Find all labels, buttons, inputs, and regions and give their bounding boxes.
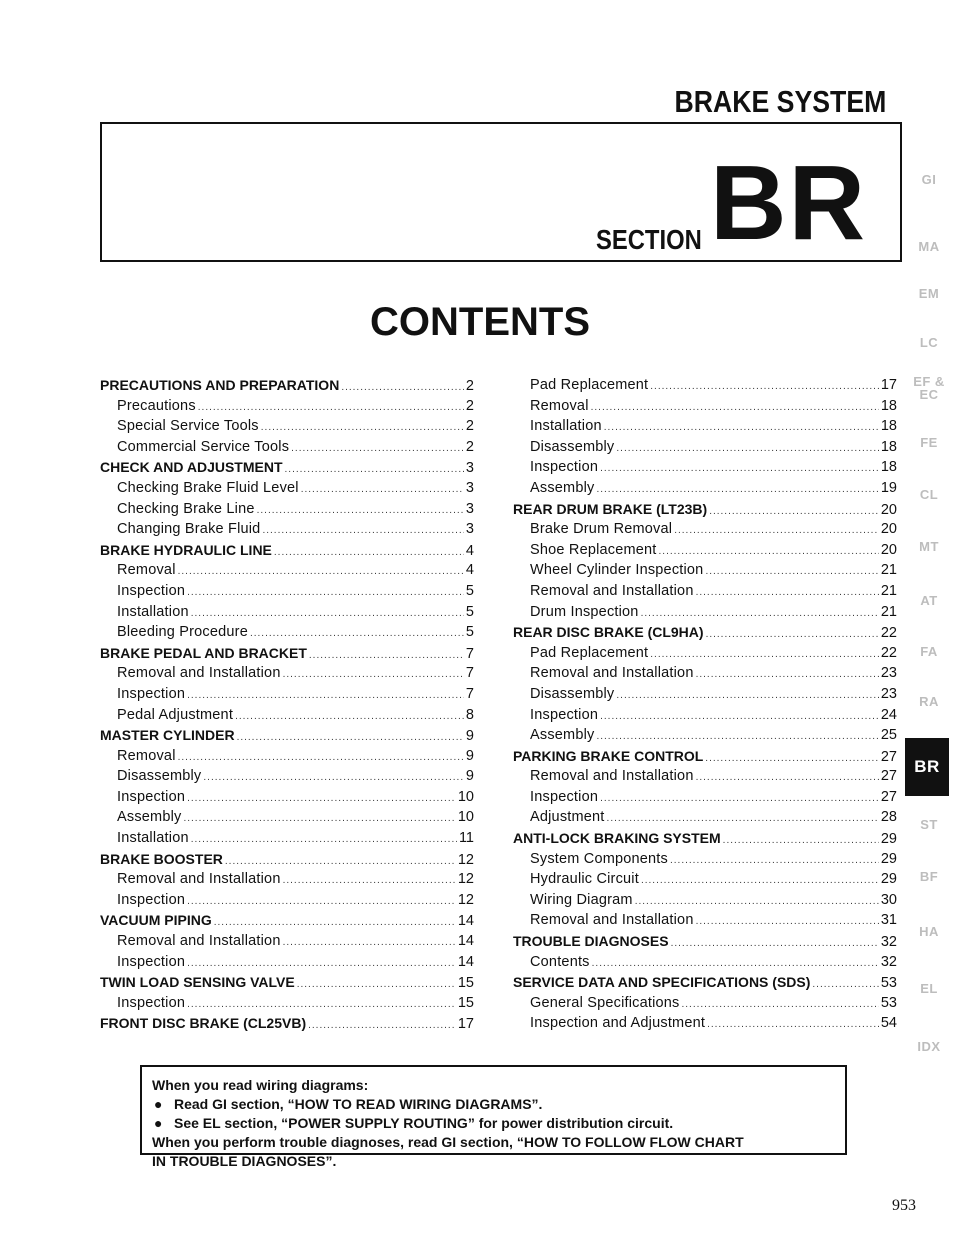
toc-entry-page: 19: [880, 479, 897, 496]
section-tab-el[interactable]: EL: [920, 981, 938, 996]
toc-entry-page: 3: [465, 479, 474, 496]
toc-entry[interactable]: [513, 974, 897, 995]
toc-leader-dots: [600, 463, 879, 474]
toc-entry[interactable]: [513, 686, 897, 707]
toc-entry-page: 27: [880, 768, 897, 785]
toc-entry[interactable]: [513, 583, 897, 604]
toc-entry-page: 9: [465, 768, 474, 785]
toc-leader-dots: [696, 587, 879, 598]
toc-entry-title: TROUBLE DIAGNOSES: [513, 933, 669, 950]
toc-entry-title: Inspection: [117, 582, 186, 599]
toc-entry[interactable]: [100, 707, 474, 728]
section-tab-gi[interactable]: GI: [921, 172, 937, 187]
toc-leader-dots: [191, 608, 464, 619]
toc-entry[interactable]: [513, 789, 897, 810]
toc-leader-dots: [616, 443, 878, 454]
section-tab-em[interactable]: EM: [918, 286, 940, 301]
toc-entry[interactable]: [100, 542, 474, 563]
toc-entry[interactable]: [100, 768, 474, 789]
toc-entry-page: 5: [465, 624, 474, 641]
toc-entry[interactable]: [513, 954, 897, 975]
section-tab-mt[interactable]: MT: [919, 539, 939, 554]
toc-entry-page: 54: [880, 1015, 897, 1032]
toc-entry[interactable]: [100, 871, 474, 892]
toc-entry-title: Removal and Installation: [117, 933, 281, 950]
toc-entry-page: 14: [457, 953, 474, 970]
toc-leader-dots: [607, 813, 879, 824]
toc-leader-dots: [596, 484, 878, 495]
toc-entry[interactable]: [513, 521, 897, 542]
toc-entry[interactable]: [100, 665, 474, 686]
toc-leader-dots: [696, 669, 879, 680]
toc-entry[interactable]: [513, 912, 897, 933]
toc-leader-dots: [187, 690, 464, 701]
toc-entry[interactable]: [100, 480, 474, 501]
toc-leader-dots: [191, 834, 457, 845]
toc-entry-title: Changing Brake Fluid: [117, 521, 261, 538]
toc-entry-title: Removal: [117, 747, 176, 764]
toc-entry[interactable]: [513, 562, 897, 583]
note-bullet-item: [152, 1114, 835, 1133]
toc-entry-title: FRONT DISC BRAKE (CL25VB): [100, 1015, 307, 1032]
toc-leader-dots: [261, 422, 464, 433]
toc-entry-title: Contents: [530, 953, 590, 970]
toc-entry-page: 21: [880, 603, 897, 620]
toc-leader-dots: [681, 999, 878, 1010]
toc-entry[interactable]: [100, 583, 474, 604]
note-text: When you perform trouble diagnoses, read GI section, “HOW TO FOLLOW FLOW CHART: [152, 1134, 744, 1150]
section-label: SECTION: [596, 224, 702, 255]
toc-entry-page: 15: [457, 975, 474, 992]
toc-entry-title: MASTER CYLINDER: [100, 727, 235, 744]
toc-entry-title: Wheel Cylinder Inspection: [530, 562, 704, 579]
toc-leader-dots: [341, 382, 464, 393]
toc-entry-page: 22: [880, 625, 897, 642]
toc-leader-dots: [283, 937, 456, 948]
note-bullet-text: Read GI section, “HOW TO READ WIRING DIAGRAMS”.: [174, 1096, 543, 1112]
toc-entry-page: 11: [458, 830, 474, 847]
note-bullet-item: [152, 1095, 835, 1114]
toc-entry-page: 12: [457, 891, 474, 908]
toc-entry-page: 9: [465, 728, 474, 745]
toc-entry-page: 20: [880, 501, 897, 518]
toc-entry[interactable]: [513, 933, 897, 954]
toc-leader-dots: [187, 958, 456, 969]
toc-leader-dots: [696, 772, 879, 783]
bullet-icon: ●: [154, 1115, 163, 1131]
toc-entry-title: Removal: [117, 562, 176, 579]
toc-entry-page: 32: [880, 934, 897, 951]
toc-entry[interactable]: [100, 830, 474, 851]
toc-entry-page: 3: [465, 521, 474, 538]
note-bullet-text: See EL section, “POWER SUPPLY ROUTING” for power distribution circuit.: [174, 1115, 674, 1131]
toc-entry-title: Pad Replacement: [530, 377, 649, 393]
toc-entry-title: Removal and Installation: [530, 912, 694, 929]
toc-entry-page: 18: [880, 459, 897, 476]
toc-entry[interactable]: [513, 645, 897, 666]
toc-leader-dots: [285, 464, 464, 475]
toc-entry-title: Inspection: [117, 994, 186, 1011]
toc-entry-title: Disassembly: [530, 685, 615, 702]
toc-entry-title: ANTI-LOCK BRAKING SYSTEM: [513, 830, 721, 847]
toc-entry[interactable]: [100, 851, 474, 872]
section-tab-bf[interactable]: BF: [919, 869, 939, 884]
toc-entry-title: Installation: [117, 603, 189, 620]
document-title: BRAKE SYSTEM: [674, 84, 886, 119]
toc-entry[interactable]: [100, 562, 474, 583]
toc-leader-dots: [723, 835, 879, 846]
toc-entry-page: 2: [465, 418, 474, 435]
toc-entry-page: 10: [457, 788, 474, 805]
toc-entry[interactable]: [513, 809, 897, 830]
toc-leader-dots: [309, 650, 464, 661]
toc-entry[interactable]: [100, 748, 474, 769]
toc-entry-page: 2: [465, 438, 474, 455]
toc-entry-page: 3: [465, 500, 474, 517]
toc-entry-title: Drum Inspection: [530, 603, 639, 620]
toc-leader-dots: [659, 546, 879, 557]
toc-entry-title: CHECK AND ADJUSTMENT: [100, 459, 283, 476]
section-tab-ra[interactable]: RA: [919, 694, 939, 709]
toc-entry-page: 18: [880, 438, 897, 455]
toc-entry[interactable]: [513, 995, 897, 1016]
toc-entry-page: 23: [880, 665, 897, 682]
toc-leader-dots: [225, 856, 456, 867]
toc-entry-title: Installation: [117, 830, 189, 847]
toc-entry-page: 4: [465, 562, 474, 579]
toc-entry[interactable]: [100, 892, 474, 913]
toc-leader-dots: [616, 690, 878, 701]
toc-entry-page: 32: [880, 953, 897, 970]
section-tab-cl[interactable]: CL: [919, 487, 939, 502]
contents-heading: CONTENTS: [370, 300, 590, 344]
toc-entry[interactable]: [100, 398, 474, 419]
toc-entry-page: 17: [880, 377, 897, 393]
toc-entry[interactable]: [100, 933, 474, 954]
toc-entry-page: 12: [457, 871, 474, 888]
toc-entry[interactable]: [100, 418, 474, 439]
toc-leader-dots: [671, 938, 879, 949]
toc-leader-dots: [706, 629, 879, 640]
toc-entry[interactable]: [100, 501, 474, 522]
toc-entry-page: 3: [465, 460, 474, 477]
toc-leader-dots: [705, 753, 879, 764]
toc-leader-dots: [650, 649, 879, 660]
toc-entry-page: 5: [465, 582, 474, 599]
toc-leader-dots: [283, 669, 464, 680]
toc-entry[interactable]: [100, 624, 474, 645]
toc-entry-page: 22: [880, 644, 897, 661]
toc-entry[interactable]: [513, 542, 897, 563]
toc-entry-page: 20: [880, 521, 897, 538]
toc-leader-dots: [650, 381, 879, 392]
toc-entry-title: REAR DRUM BRAKE (LT23B): [513, 500, 708, 517]
toc-entry-page: 53: [880, 975, 897, 992]
toc-entry[interactable]: [513, 871, 897, 892]
toc-entry[interactable]: [100, 377, 474, 398]
toc-entry-title: Removal and Installation: [117, 665, 281, 682]
toc-leader-dots: [308, 1020, 456, 1031]
toc-entry-title: TWIN LOAD SENSING VALVE: [100, 974, 295, 991]
toc-leader-dots: [283, 875, 456, 886]
toc-entry[interactable]: [100, 809, 474, 830]
toc-entry[interactable]: [513, 892, 897, 913]
toc-leader-dots: [183, 813, 455, 824]
toc-entry-title: Bleeding Procedure: [117, 624, 248, 641]
toc-entry-page: 18: [880, 397, 897, 414]
toc-entry-page: 14: [457, 913, 474, 930]
toc-entry-title: General Specifications: [530, 994, 680, 1011]
toc-entry[interactable]: [513, 707, 897, 728]
toc-entry-title: Checking Brake Line: [117, 500, 255, 517]
toc-leader-dots: [592, 958, 879, 969]
toc-entry-title: Inspection: [117, 685, 186, 702]
toc-entry-page: 23: [880, 685, 897, 702]
toc-entry-title: Pad Replacement: [530, 644, 649, 661]
toc-leader-dots: [187, 587, 464, 598]
toc-entry-title: Inspection: [117, 953, 186, 970]
toc-entry[interactable]: [100, 954, 474, 975]
toc-leader-dots: [250, 628, 464, 639]
toc-entry[interactable]: [513, 604, 897, 625]
toc-leader-dots: [187, 999, 456, 1010]
toc-entry-page: 4: [465, 542, 474, 559]
toc-entry[interactable]: [100, 459, 474, 480]
toc-leader-dots: [187, 896, 456, 907]
toc-entry-page: 7: [465, 665, 474, 682]
toc-entry-title: Brake Drum Removal: [530, 521, 673, 538]
toc-entry-page: 21: [880, 562, 897, 579]
section-tab-fa[interactable]: FA: [920, 644, 938, 659]
toc-entry-title: System Components: [530, 850, 668, 867]
toc-entry[interactable]: [100, 521, 474, 542]
toc-entry-title: Inspection: [117, 891, 186, 908]
toc-entry[interactable]: [100, 974, 474, 995]
toc-leader-dots: [297, 979, 456, 990]
toc-entry[interactable]: [100, 995, 474, 1016]
toc-entry[interactable]: [513, 748, 897, 769]
toc-entry-page: 2: [465, 378, 474, 394]
toc-entry[interactable]: [513, 830, 897, 851]
toc-entry[interactable]: [513, 624, 897, 645]
toc-entry-title: Checking Brake Fluid Level: [117, 479, 299, 496]
toc-leader-dots: [707, 1019, 879, 1030]
toc-entry-page: 29: [880, 871, 897, 888]
toc-entry-title: Inspection: [530, 706, 599, 723]
toc-entry-page: 27: [880, 748, 897, 765]
toc-entry-title: Precautions: [117, 397, 196, 414]
toc-entry-title: PRECAUTIONS AND PREPARATION: [100, 377, 340, 393]
toc-left-column: [100, 377, 474, 1036]
toc-entry-title: Adjustment: [530, 809, 605, 826]
toc-entry-title: PARKING BRAKE CONTROL: [513, 747, 704, 764]
toc-entry-title: BRAKE PEDAL AND BRACKET: [100, 644, 307, 661]
toc-entry-page: 9: [465, 747, 474, 764]
toc-entry-title: SERVICE DATA AND SPECIFICATIONS (SDS): [513, 974, 811, 991]
toc-entry[interactable]: [100, 604, 474, 625]
toc-entry-page: 30: [880, 891, 897, 908]
toc-entry-title: Removal and Installation: [530, 768, 694, 785]
toc-entry-page: 7: [465, 685, 474, 702]
toc-entry-title: Assembly: [530, 479, 595, 496]
section-code: BR: [710, 144, 868, 262]
toc-entry-title: Removal and Installation: [117, 871, 281, 888]
section-tab-at[interactable]: AT: [920, 593, 938, 608]
toc-entry-title: Removal and Installation: [530, 582, 694, 599]
section-tab-idx[interactable]: IDX: [917, 1039, 941, 1054]
bullet-icon: ●: [154, 1096, 163, 1112]
toc-entry-title: Shoe Replacement: [530, 541, 657, 558]
toc-leader-dots: [198, 402, 464, 413]
toc-entry-page: 27: [880, 788, 897, 805]
wiring-note-box: [140, 1065, 847, 1169]
toc-entry-page: 29: [880, 831, 897, 848]
toc-leader-dots: [237, 732, 464, 743]
toc-entry-title: BRAKE HYDRAULIC LINE: [100, 541, 272, 558]
toc-entry-title: Disassembly: [530, 438, 615, 455]
toc-leader-dots: [600, 711, 879, 722]
section-tab-ha[interactable]: HA: [919, 924, 939, 939]
toc-leader-dots: [635, 896, 879, 907]
toc-leader-dots: [596, 731, 878, 742]
toc-entry[interactable]: [513, 727, 897, 748]
toc-leader-dots: [274, 547, 464, 558]
toc-right-column: [513, 377, 897, 1036]
toc-leader-dots: [604, 422, 879, 433]
toc-entry[interactable]: [100, 645, 474, 666]
toc-entry-title: REAR DISC BRAKE (CL9HA): [513, 624, 704, 641]
section-tab-st[interactable]: ST: [920, 817, 938, 832]
toc-entry[interactable]: [100, 789, 474, 810]
toc-entry-title: Pedal Adjustment: [117, 706, 234, 723]
toc-entry[interactable]: [513, 665, 897, 686]
toc-leader-dots: [641, 875, 879, 886]
toc-entry-page: 18: [880, 418, 897, 435]
toc-leader-dots: [178, 752, 464, 763]
toc-entry-page: 24: [880, 706, 897, 723]
toc-entry-page: 5: [465, 603, 474, 620]
section-tab-br[interactable]: BR: [905, 738, 949, 796]
toc-leader-dots: [696, 916, 879, 927]
toc-leader-dots: [257, 505, 464, 516]
toc-entry-title: Inspection and Adjustment: [530, 1015, 706, 1032]
toc-entry[interactable]: [100, 439, 474, 460]
toc-entry-page: 20: [880, 541, 897, 558]
toc-entry[interactable]: [513, 1015, 897, 1036]
toc-leader-dots: [178, 566, 464, 577]
toc-entry-page: 7: [465, 645, 474, 662]
toc-leader-dots: [600, 793, 879, 804]
toc-entry[interactable]: [513, 439, 897, 460]
toc-leader-dots: [291, 443, 464, 454]
section-tab-efec[interactable]: EF & EC: [913, 374, 945, 402]
toc-entry-title: Commercial Service Tools: [117, 438, 290, 455]
toc-leader-dots: [235, 711, 464, 722]
toc-entry[interactable]: [513, 480, 897, 501]
toc-leader-dots: [301, 484, 464, 495]
section-header-box: [100, 122, 902, 262]
toc-leader-dots: [674, 525, 879, 536]
toc-leader-dots: [203, 772, 464, 783]
section-tab-fe[interactable]: FE: [920, 435, 938, 450]
toc-entry-title: VACUUM PIPING: [100, 912, 212, 929]
toc-entry-page: 53: [880, 994, 897, 1011]
toc-entry-page: 12: [457, 851, 474, 868]
toc-entry[interactable]: [100, 912, 474, 933]
toc-entry-page: 2: [465, 397, 474, 414]
toc-entry-title: Assembly: [530, 727, 595, 744]
toc-leader-dots: [670, 855, 879, 866]
toc-entry-page: 29: [880, 850, 897, 867]
toc-entry-page: 10: [457, 809, 474, 826]
toc-entry[interactable]: [513, 851, 897, 872]
toc-entry-page: 28: [880, 809, 897, 826]
toc-entry-title: Installation: [530, 418, 602, 435]
toc-entry-title: Assembly: [117, 809, 182, 826]
toc-entry-title: Inspection: [117, 788, 186, 805]
toc-entry-title: Disassembly: [117, 768, 202, 785]
toc-entry[interactable]: [100, 1015, 474, 1036]
toc-leader-dots: [591, 402, 879, 413]
toc-entry-title: Inspection: [530, 788, 599, 805]
toc-entry-page: 17: [457, 1016, 474, 1033]
toc-entry[interactable]: [513, 768, 897, 789]
toc-entry-page: 15: [457, 994, 474, 1011]
toc-entry[interactable]: [513, 459, 897, 480]
toc-entry-title: Removal: [530, 397, 589, 414]
toc-entry[interactable]: [513, 418, 897, 439]
toc-entry-title: Hydraulic Circuit: [530, 871, 639, 888]
toc-entry-page: 14: [457, 933, 474, 950]
toc-leader-dots: [187, 793, 456, 804]
note-text: IN TROUBLE DIAGNOSES”.: [152, 1153, 337, 1169]
toc-entry-title: Special Service Tools: [117, 418, 259, 435]
toc-leader-dots: [262, 525, 463, 536]
toc-leader-dots: [709, 506, 879, 517]
toc-leader-dots: [705, 566, 878, 577]
toc-entry[interactable]: [100, 727, 474, 748]
toc-leader-dots: [641, 608, 879, 619]
toc-entry-title: Inspection: [530, 459, 599, 476]
section-tab-lc[interactable]: LC: [919, 335, 939, 350]
toc-entry[interactable]: [513, 377, 897, 398]
toc-entry[interactable]: [513, 501, 897, 522]
section-tab-ma[interactable]: MA: [918, 239, 940, 254]
toc-entry-title: BRAKE BOOSTER: [100, 850, 223, 867]
toc-entry[interactable]: [100, 686, 474, 707]
toc-entry-page: 31: [880, 912, 897, 929]
toc-entry-page: 8: [465, 706, 474, 723]
note-heading: When you read wiring diagrams:: [152, 1077, 369, 1093]
toc-entry[interactable]: [513, 398, 897, 419]
toc-entry-title: Wiring Diagram: [530, 891, 633, 908]
toc-leader-dots: [214, 917, 456, 928]
toc-entry-title: Removal and Installation: [530, 665, 694, 682]
toc-entry-page: 21: [880, 582, 897, 599]
toc-leader-dots: [812, 979, 878, 990]
toc-entry-page: 25: [880, 727, 897, 744]
page-number: 953: [892, 1197, 916, 1214]
